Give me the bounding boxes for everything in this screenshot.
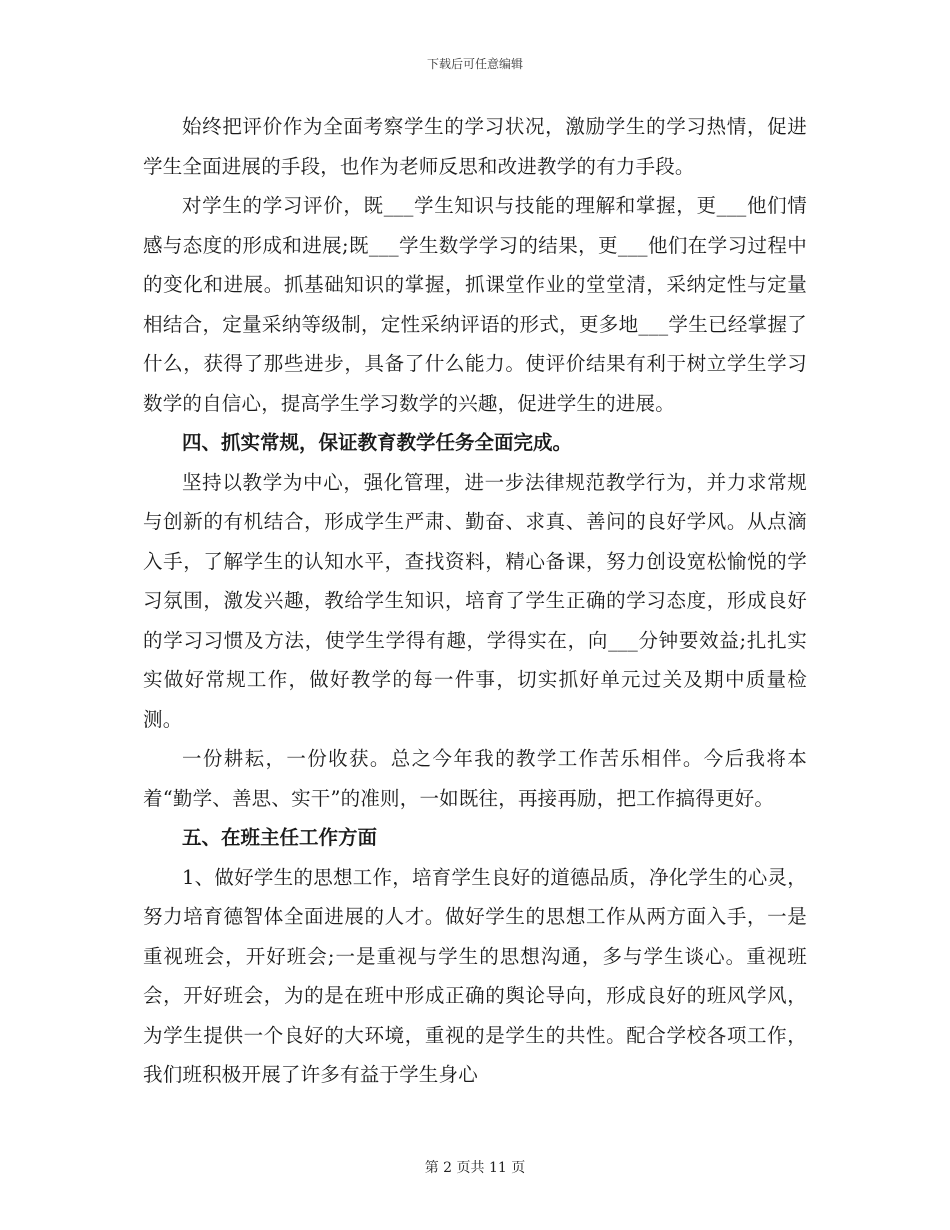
document-body — [143, 107, 807, 1095]
page-footer-page-number: 第 2 页共 11 页 — [424, 1160, 526, 1176]
page-header: 下载后可任意编辑 — [426, 57, 523, 71]
paragraph-class-teacher-work: 1、做好学生的思想工作，培育学生良好的道德品质，净化学生的心灵，努力培育德智体全面进展的人才。做好学生的思想工作从两方面入手，一是重视班会，开好班会;一是重视与学生的思想沟通，多与学生谈心。重视班会，开好班会，为的是在班中形成正确的舆论导向，形成良好的班风学风，为学生提供一个良好的大环境，重视的是学生的共性。配合学校各项工作，我们班积极开展了许多有益于学生身心 — [143, 865, 807, 1086]
paragraph-evaluation-details: 对学生的学习评价，既___学生知识与技能的理解和掌握，更___他们情感与态度的形成和进展;既___学生数学学习的结果，更___他们在学习过程中的变化和进展。抓基础知识的掌握，抓课堂作业的堂堂清，采纳定性与定量相结合，定量采纳等级制，定性采纳评语的形式，更多地___学生已经掌握了什么，获得了那些进步，具备了什么能力。使评价结果有利于树立学生学习数学的自信心，提高学生学习数学的兴趣，促进学生的进展。 — [143, 194, 807, 415]
paragraph-routine-teaching: 坚持以教学为中心，强化管理，进一步法律规范教学行为，并力求常规与创新的有机结合，形成学生严肃、勤奋、求真、善问的良好学风。从点滴入手，了解学生的认知水平，查找资料，精心备课，努力创设宽松愉悦的学习氛围，激发兴趣，教给学生知识，培育了学生正确的学习态度，形成良好的学习习惯及方法，使学生学得有趣，学得实在，向___分钟要效益;扎扎实实做好常规工作，做好教学的每一件事，切实抓好单元过关及期中质量检测。 — [143, 470, 807, 731]
section-heading-4: 四、抓实常规，保证教育教学任务全面完成。 — [182, 431, 573, 454]
section-heading-5: 五、在班主任工作方面 — [182, 826, 378, 849]
paragraph-evaluation-intro: 始终把评价作为全面考察学生的学习状况，激励学生的学习热情，促进学生全面进展的手段，也作为老师反思和改进教学的有力手段。 — [143, 115, 807, 178]
paragraph-summary: 一份耕耘，一份收获。总之今年我的教学工作苦乐相伴。今后我将本着“勤学、善思、实干”的准则，一如既往，再接再励，把工作搞得更好。 — [143, 747, 807, 810]
